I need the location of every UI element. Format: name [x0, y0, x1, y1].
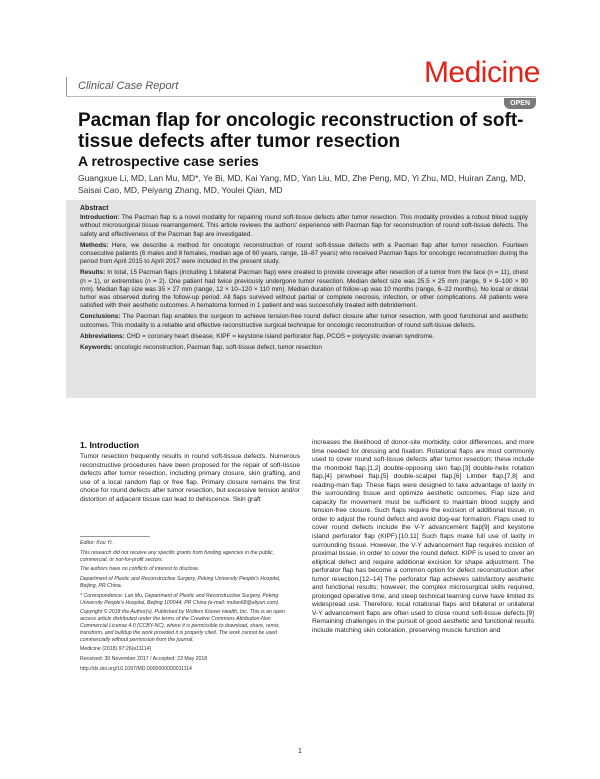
results-label: Results:	[80, 269, 106, 277]
intro-right-paragraph: increases the likelihood of donor-site morbidity, color differences, and more time needed for dressing and fixation. Rotational flaps are most commonly used to cover round soft-tissue defects after tumor resection; these include the rhomboid flap,[1,2] double-opposing skin flap,[3] double-helix rotation flap,[4] pinwheel flap,[5] double-scalpel flap,[6] Limber flap,[7,8] and reading-man flap. These flaps were designed to take advantage of laxity in the surrounding tissue and optimize aesthetic outcomes. Flap size and capacity for movement must be sufficient to maintain blood supply and tension-free closure. Such flaps require the excision of additional tissue, in order to adjust the round defect and avoid dog-ear formation. Flaps used to cover round defects include the V-Y advancement flap[9] and keystone island perforator flap (KIPF).[10,11] Such flaps make full use of laxity in surrounding tissue. However, the V-Y advancement flap requires incision of proximal tissue, in order to cover the round defect. KIPF is used to cover an elliptical defect and require additional excision for shape adjustment. The perforator flap has become a common option for defect reconstruction after tumor resection.[12–14] The perforator flap achieves satisfactory aesthetic and functional results; however, the complex microsurgical skills required, prolonged operative time, and steep technical learning curve have limited its widespread use. Therefore, local rotational flaps and bilateral or unilateral V-Y advancement flaps are often used to close round soft-tissue defects.[9] Remaining challenges in the pursuit of good aesthetic and functional results include matching skin coloration, preserving muscle function and	[312, 439, 534, 635]
intro-left-paragraph: Tumor resection frequently results in round soft-tissue defects. Numerous reconstructive procedures have been proposed for the repair of soft-tissue defects after tumor resection, including primary closure, skin grafting, and use of a local random flap or free flap. Primary closure remains the first choice for round defects after tumor resection, but excessive tension and/or distortion of adjacent tissue can lead to dehiscence. Skin graft	[80, 453, 300, 503]
keywords-text: oncologic reconstruction, Pacman flap, soft-tissue defect, tumor resection	[114, 344, 322, 352]
methods-text: Here, we describe a method for oncologic reconstruction of round soft-tissue defects with a Pacman flap after tumor resection. Fourteen consecutive patients (6 males and 8 females, median age of 60 years, range, 18–87 years) who received Pacman flaps for oncologic reconstruction during the period from April 2015 to April 2017 were included in the present study.	[80, 241, 528, 266]
abstract-content	[80, 205, 528, 355]
header-divider	[66, 96, 536, 97]
footnote-correspondence: * Correspondence: Lan Mu, Department of Plastic and Reconstructive Surgery, Peking University People's Hospital, Beijing 100044, PR China (e-mail: mulan68@aliyun.com).	[80, 592, 280, 606]
abstract-keywords	[80, 344, 528, 352]
footnote-funding: This research did not receive any specific grants from funding agencies in the public, commercial, or not-for-profit sectors.	[80, 549, 275, 563]
footnote-divider	[80, 536, 150, 537]
conclusions-text: The Pacman flap enables the surgeon to achieve tension-free round defect closure after tumor resection, with good functional and aesthetic outcomes. This modality is a reliable and effective reconstructive surgical technique for oncologic reconstruction of round soft-tissue defects.	[80, 313, 528, 329]
methods-label: Methods:	[80, 241, 109, 249]
footnote-affiliation: Department of Plastic and Reconstructive Surgery, Peking University People's Hospital, Beijing, PR China.	[80, 576, 281, 589]
article-title: Pacman flap for oncologic reconstruction of soft-tissue defects after tumor resection	[78, 110, 524, 152]
header-rule	[66, 77, 67, 97]
abbrev-label: Abbreviations:	[80, 332, 125, 340]
abbrev-text: CHD = coronary heart disease, KIPF = keystone island perforator flap, PCOS = polycystic ovarian syndrome.	[126, 332, 435, 340]
article-subtitle: A retrospective case series	[78, 153, 259, 169]
footnote-received: Received: 30 November 2017 / Accepted: 23 May 2018	[80, 656, 208, 663]
journal-logo: Medicine	[423, 56, 540, 89]
footnote-editor: Editor: Kou Yi.	[80, 540, 113, 546]
results-text: In total, 15 Pacman flaps (including 1 bilateral Pacman flap) were created to provide coverage after resection of a tumor from the face (n = 11), chest (n = 1), or extremities (n = 2). One patient had twice previously undergone tumor resection. Median defect size was 25.5 × 25 mm (range, 9 × 9–100 × 90 mm). Median flap size was 35 × 27 mm (range, 12 × 10–120 × 110 mm). Median duration of follow-up was 10 months (range, 6–22 months). No local or distal tumor was observed during the follow-up period. All flaps survived without partial or complete necrosis, infection, or other complications. All patients were satisfied with their aesthetic outcomes. A hematoma formed in 1 patient and was successfully treated with debridement.	[80, 269, 528, 310]
abstract-methods	[80, 242, 528, 267]
author-list: Guangxue Li, MD, Lan Mu, MD*, Ye Bi, MD, Kai Yang, MD, Yan Liu, MD, Zhe Peng, MD, Yi Zhu, MD, Huiran Zang, MD, Saisai Cao, MD, Peiyang Zhang, MD, Youlei Qian, MD	[78, 173, 526, 195]
keywords-label: Keywords:	[80, 344, 113, 352]
open-access-badge: OPEN	[504, 98, 536, 109]
intro-text: The Pacman flap is a novel modality for repairing round soft-tissue defects after tumor resection. This modality provides a robust blood supply without microsurgical tissue rearrangement. This article reviews the authors' experience with Pacman flap for reconstruction of round soft-tissue defects. The safety and effectiveness of the Pacman flap are investigated.	[80, 214, 528, 238]
abstract-introduction	[80, 214, 528, 239]
abstract-conclusions	[80, 313, 528, 329]
conclusions-label: Conclusions:	[80, 313, 121, 321]
abstract-heading: Abstract	[80, 205, 109, 212]
footnote-conflicts: The authors have no conflicts of interest to disclose.	[80, 566, 200, 573]
page-number: 1	[298, 748, 302, 755]
footnote-copyright: Copyright © 2018 the Author(s). Published by Wolters Kluwer Health, Inc. This is an open access article distributed under the terms of the Creative Commons Attribution-Non Commercial License 4.0 (CCBY-NC), where it is permissible to download, share, remix, transform, and buildup the work provided it is properly cited. The work cannot be used commercially without permission from the journal.	[80, 609, 285, 643]
abstract-abbreviations	[80, 333, 528, 341]
footnote-citation: Medicine (2018) 97:26(e11114)	[80, 646, 152, 653]
intro-label: Introduction:	[80, 214, 120, 222]
footnote-doi[interactable]: http://dx.doi.org/10.1097/MD.0000000000011114	[80, 665, 192, 672]
abstract-results	[80, 269, 528, 310]
section-label: Clinical Case Report	[78, 80, 179, 92]
footnotes	[80, 540, 294, 676]
section-heading-introduction: 1. Introduction	[80, 440, 140, 450]
